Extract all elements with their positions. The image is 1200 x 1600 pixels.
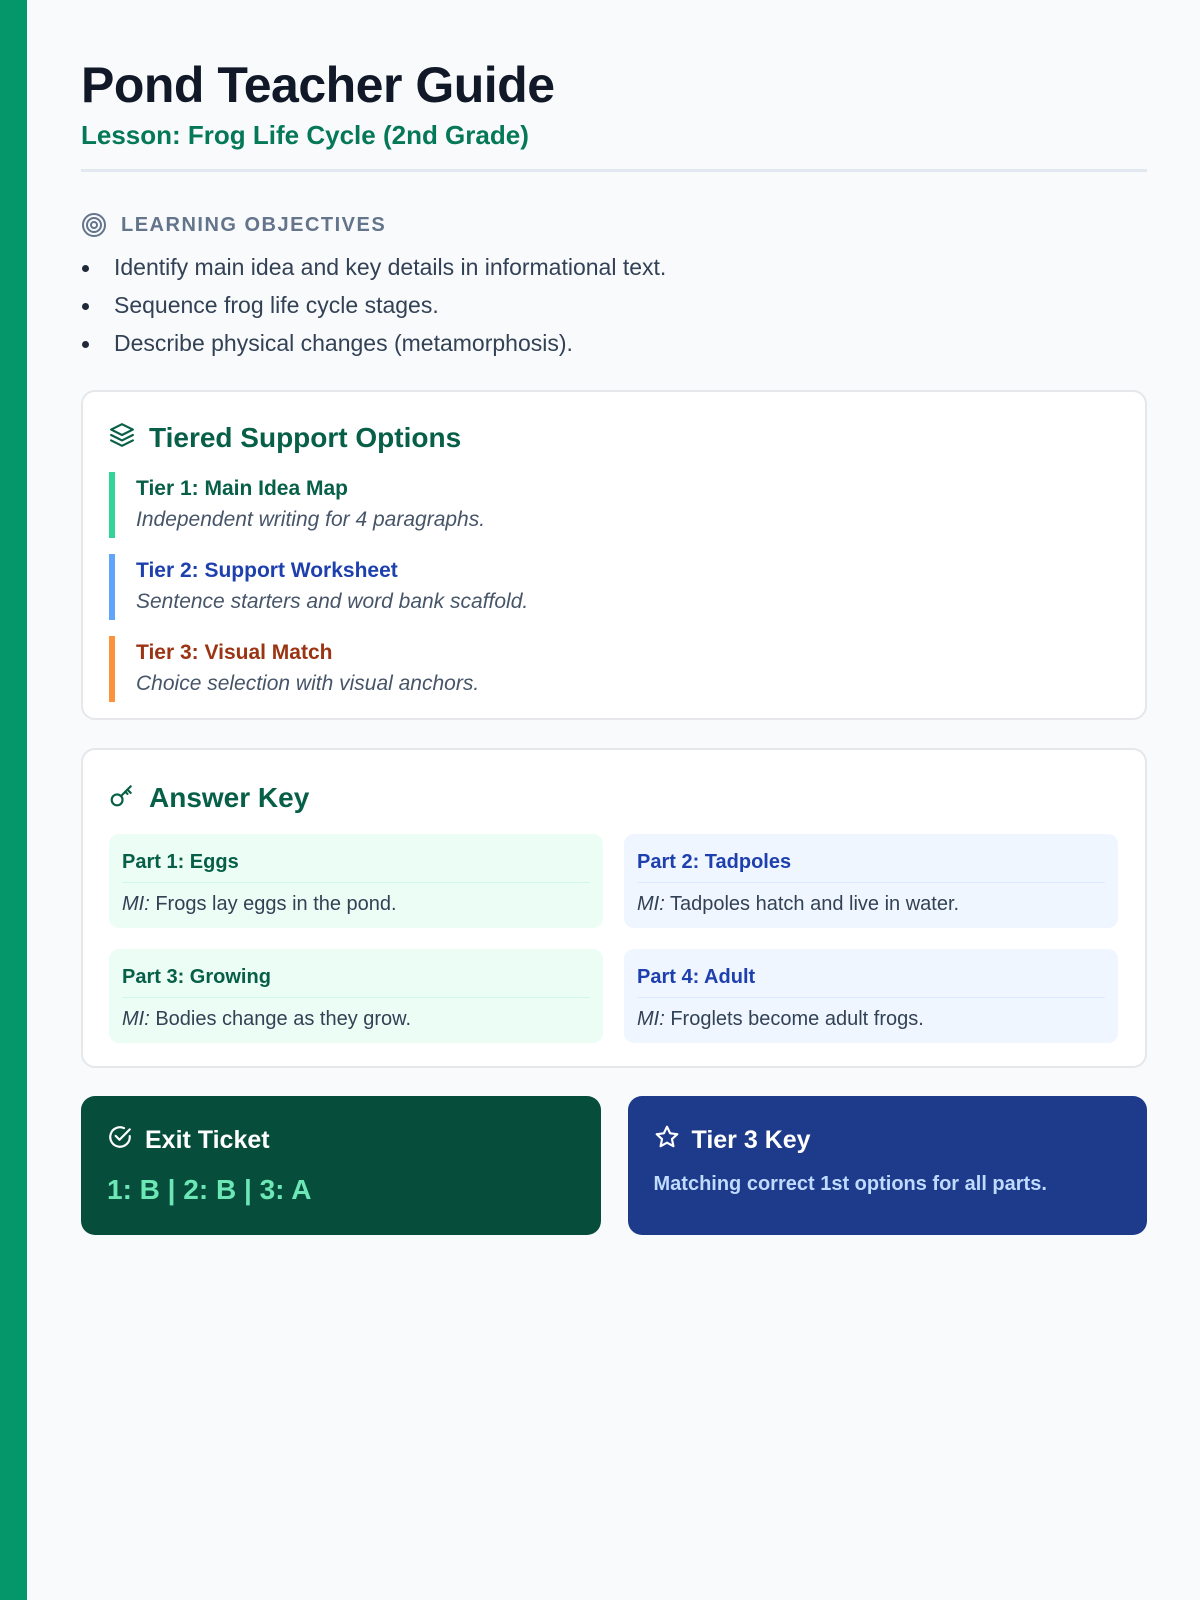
- header-divider: [81, 169, 1147, 172]
- part-answer-text: Tadpoles hatch and live in water.: [669, 893, 960, 915]
- answer-key-grid: [109, 834, 1119, 1043]
- key-icon: [109, 782, 135, 815]
- tiered-support-label: Tiered Support Options: [149, 422, 462, 453]
- main-content: [81, 0, 1147, 1235]
- part-title: Part 4: Adult: [637, 963, 1105, 998]
- tier-description: Sentence starters and word bank scaffold.: [136, 590, 529, 613]
- tier-3-key-label: Tier 3 Key: [691, 1125, 811, 1154]
- part-answer: [637, 891, 1105, 917]
- part-title: Part 1: Eggs: [122, 848, 590, 883]
- exit-ticket-answers: 1: B | 2: B | 3: A: [107, 1174, 312, 1205]
- answer-part-2: [624, 834, 1118, 928]
- part-answer-text: Froglets become adult frogs.: [670, 1008, 924, 1030]
- tier-title: Tier 2: Support Worksheet: [136, 559, 398, 582]
- exit-ticket-card: [81, 1096, 601, 1235]
- tier-title: Tier 1: Main Idea Map: [136, 477, 348, 500]
- target-icon: [81, 212, 107, 238]
- mi-label: MI:: [122, 893, 150, 915]
- objective-item: Identify main idea and key details in informational text.: [81, 248, 1147, 286]
- page-title: Pond Teacher Guide: [81, 57, 555, 113]
- answer-part-4: [624, 949, 1118, 1043]
- part-answer: [122, 891, 590, 917]
- tier-title: Tier 3: Visual Match: [136, 641, 333, 664]
- layers-icon: [109, 422, 135, 455]
- tier-2-option: [109, 554, 1119, 620]
- mi-label: MI:: [122, 1008, 150, 1030]
- answer-key-heading: [109, 780, 1119, 816]
- summary-row: [81, 1096, 1147, 1235]
- lesson-subtitle: Lesson: Frog Life Cycle (2nd Grade): [81, 120, 529, 150]
- part-answer-text: Frogs lay eggs in the pond.: [155, 893, 397, 915]
- part-answer: [122, 1006, 590, 1032]
- objective-item: Sequence frog life cycle stages.: [81, 286, 1147, 324]
- exit-ticket-heading: [107, 1124, 575, 1156]
- objectives-list: [81, 248, 1147, 362]
- learning-objectives-label: LEARNING OBJECTIVES: [121, 213, 387, 236]
- learning-objectives-heading: [81, 212, 1147, 238]
- part-title: Part 2: Tadpoles: [637, 848, 1105, 883]
- objective-item: Describe physical changes (metamorphosis).: [81, 324, 1147, 362]
- part-answer: [637, 1006, 1105, 1032]
- mi-label: MI:: [637, 1008, 665, 1030]
- tier-1-option: [109, 472, 1119, 538]
- tier-3-key-card: [628, 1096, 1148, 1235]
- answer-part-1: [109, 834, 603, 928]
- part-title: Part 3: Growing: [122, 963, 590, 998]
- answer-part-3: [109, 949, 603, 1043]
- tier-3-key-heading: [654, 1124, 1122, 1156]
- tiered-support-heading: [109, 420, 1119, 456]
- learning-objectives-section: [81, 212, 1147, 362]
- tiered-support-card: [81, 390, 1147, 720]
- exit-ticket-label: Exit Ticket: [145, 1125, 270, 1154]
- answer-key-card: [81, 748, 1147, 1068]
- tier-description: Independent writing for 4 paragraphs.: [136, 508, 486, 531]
- check-circle-icon: [107, 1124, 133, 1157]
- mi-label: MI:: [637, 893, 665, 915]
- tier-3-key-text: Matching correct 1st options for all parts.: [653, 1173, 1047, 1195]
- tier-3-option: [109, 636, 1119, 702]
- left-accent-bar: [0, 0, 27, 1600]
- star-icon: [654, 1124, 680, 1157]
- tier-description: Choice selection with visual anchors.: [136, 672, 480, 695]
- answer-key-label: Answer Key: [149, 782, 310, 813]
- part-answer-text: Bodies change as they grow.: [155, 1008, 412, 1030]
